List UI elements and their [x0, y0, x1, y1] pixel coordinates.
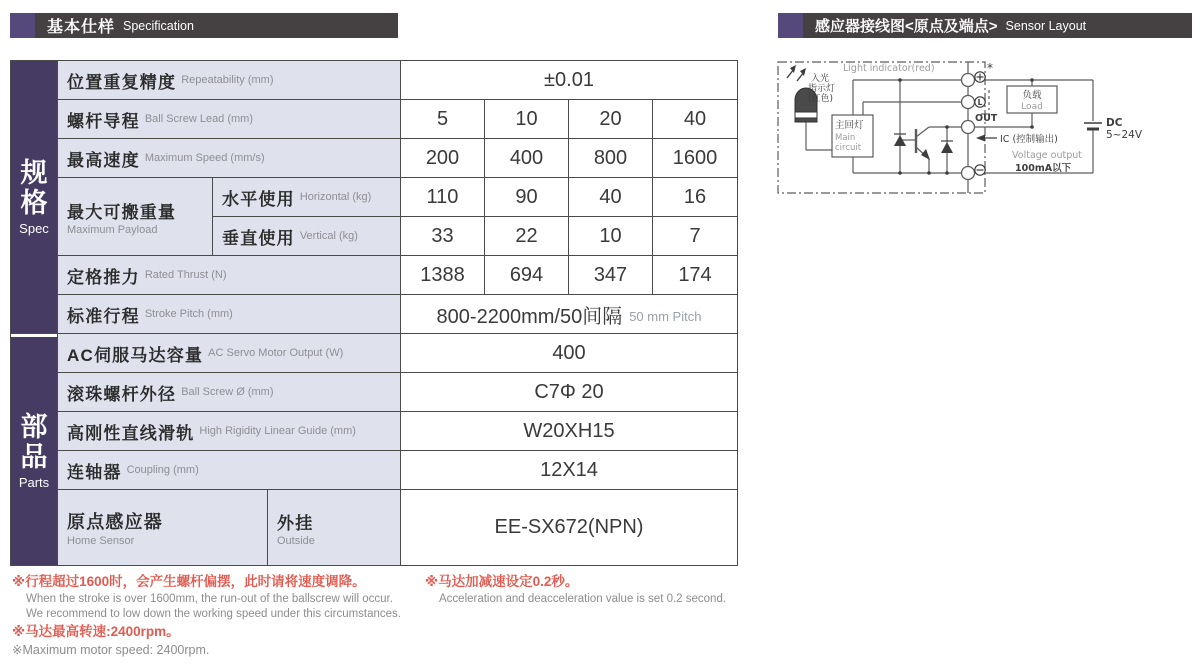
load-label-cn: 负载 — [1022, 90, 1042, 101]
label-cn: AC伺服马达容量 — [67, 345, 204, 365]
value-lead-3: 20 — [569, 100, 652, 138]
label-cn: 最大可搬重量 — [67, 202, 177, 222]
row-label-repeatability — [58, 61, 400, 99]
header-title-en: Specification — [123, 18, 194, 33]
asterisk-label: * — [987, 61, 993, 75]
value-lead-4: 40 — [653, 100, 737, 138]
value-speed-1: 200 — [401, 139, 484, 177]
value-horizontal-2: 90 — [485, 178, 568, 216]
value-speed-3: 800 — [569, 139, 652, 177]
stroke-pitch-note: 50 mm Pitch — [629, 308, 702, 324]
light-ray-arrowheads — [790, 65, 806, 76]
label-en: Horizontal (kg) — [299, 191, 372, 203]
battery-icon — [1084, 123, 1102, 129]
header-title-en: Sensor Layout — [1005, 18, 1087, 33]
label-cn: 最高速度 — [67, 150, 140, 170]
voltage-output-label: Voltage output — [1012, 150, 1082, 161]
label-en: Rated Thrust (N) — [144, 269, 227, 281]
note-motor-en: ※Maximum motor speed: 2400rpm. — [12, 643, 210, 658]
sidebar-parts — [11, 334, 57, 565]
row-label-ball-screw-lead — [58, 100, 400, 138]
sidebar-parts-cn: 部品 — [20, 411, 48, 472]
row-label-linear-guide — [58, 412, 400, 450]
minus-terminal-icon — [962, 167, 975, 180]
header-bar — [803, 13, 1192, 38]
note-stroke-en1: When the stroke is over 1600mm, the run-out of the ballscrew will occur. — [26, 592, 393, 605]
value-vertical-3: 10 — [569, 217, 652, 255]
current-limit-label: 100mA以下 — [1015, 163, 1072, 174]
out-label: OUT — [975, 113, 998, 124]
note-motor-cn: ※马达最高转速:2400rpm。 — [12, 623, 180, 639]
row-label-home-sensor — [58, 490, 267, 565]
label-cn: 位置重复精度 — [67, 72, 177, 92]
purple-accent-square — [778, 13, 803, 38]
header-sensor-layout — [778, 13, 1192, 38]
header-title-cn: 感应器接线图<原点及端点> — [815, 18, 998, 35]
value-vertical-1: 33 — [401, 217, 484, 255]
value-stroke-pitch — [401, 295, 737, 333]
sidebar-spec-en: Spec — [19, 221, 49, 237]
stroke-range: 800-2200mm/50间隔 — [436, 305, 623, 328]
row-label-stroke-pitch — [58, 295, 400, 333]
value-repeatability: ±0.01 — [401, 61, 737, 99]
value-lead-1: 5 — [401, 100, 484, 138]
label-cn: 定格推力 — [67, 267, 140, 287]
row-label-vertical — [213, 217, 400, 255]
main-circuit-label-en-2: circuit — [835, 143, 862, 153]
row-label-outside — [268, 490, 400, 565]
label-en: Vertical (kg) — [299, 230, 358, 242]
led-label-cn-2: 指示灯 — [808, 84, 836, 94]
dc-range-label: 5~24V — [1106, 129, 1143, 141]
value-horizontal-4: 16 — [653, 178, 737, 216]
value-thrust-3: 347 — [569, 256, 652, 294]
plus-terminal-icon — [962, 74, 975, 87]
label-cn: 水平使用 — [222, 189, 295, 209]
label-en: Home Sensor — [67, 535, 135, 547]
out-terminal-icon — [962, 121, 975, 134]
row-label-horizontal — [213, 178, 400, 216]
value-lead-2: 10 — [485, 100, 568, 138]
label-cn: 原点感应器 — [67, 512, 163, 532]
note-stroke-en2: We recommend to low down the working speed under this circumstances. — [26, 607, 401, 620]
footnotes-left — [12, 572, 401, 660]
value-vertical-2: 22 — [485, 217, 568, 255]
value-thrust-2: 694 — [485, 256, 568, 294]
label-cn: 高刚性直线滑轨 — [67, 423, 195, 443]
purple-accent-square — [10, 13, 35, 38]
row-label-rated-thrust — [58, 256, 400, 294]
label-en: AC Servo Motor Output (W) — [208, 347, 344, 359]
note-accel-cn: ※马达加减速设定0.2秒。 — [425, 574, 579, 589]
header-specification — [10, 13, 398, 38]
row-label-ball-screw-diameter — [58, 373, 400, 411]
l-terminal-label: L — [977, 98, 983, 107]
label-en: Stroke Pitch (mm) — [144, 308, 233, 320]
spec-table — [10, 60, 738, 566]
load-label-en: Load — [1021, 102, 1043, 112]
label-en: High Rigidity Linear Guide (mm) — [199, 425, 356, 437]
row-label-coupling — [58, 451, 400, 489]
dc-label: DC — [1106, 117, 1123, 129]
label-en: Maximum Speed (mm/s) — [144, 152, 265, 164]
label-cn: 滚珠螺杆外径 — [67, 384, 177, 404]
sidebar-spec-cn: 规格 — [20, 157, 48, 218]
main-circuit-label-en-1: Main — [835, 133, 856, 143]
footnotes-right — [425, 572, 726, 607]
led-label-cn-1: 入光 — [811, 74, 830, 84]
label-en: Ball Screw Lead (mm) — [144, 113, 254, 125]
value-linear-guide: W20XH15 — [401, 412, 737, 450]
label-cn: 外挂 — [277, 513, 314, 533]
transistor-emitter-arrow-icon — [921, 149, 930, 160]
value-vertical-4: 7 — [653, 217, 737, 255]
value-horizontal-3: 40 — [569, 178, 652, 216]
value-ac-servo-output: 400 — [401, 334, 737, 372]
note-accel-en: Acceleration and deacceleration value is set 0.2 second. — [439, 592, 727, 605]
value-speed-2: 400 — [485, 139, 568, 177]
value-speed-4: 1600 — [653, 139, 737, 177]
main-circuit-label-cn: 主回灯 — [835, 120, 864, 131]
label-cn: 螺杆导程 — [67, 111, 140, 131]
sidebar-spec — [11, 61, 57, 333]
label-cn: 垂直使用 — [222, 228, 295, 248]
led-label-cn-3: (红色) — [808, 94, 834, 104]
sidebar-parts-en: Parts — [18, 475, 50, 491]
row-label-ac-servo-output — [58, 334, 400, 372]
l-terminal-icon — [962, 96, 975, 109]
value-coupling: 12X14 — [401, 451, 737, 489]
sensor-wiring-diagram — [775, 50, 1195, 210]
light-indicator-label: Light indicator(red) — [843, 63, 935, 74]
value-home-sensor: EE-SX672(NPN) — [401, 490, 737, 565]
note-stroke-cn: ※行程超过1600时，会产生螺杆偏摆，此时请将速度调降。 — [12, 574, 366, 589]
zener-diode-icon — [941, 142, 953, 153]
label-en: Coupling (mm) — [126, 464, 199, 476]
label-en: Maximum Payload — [67, 223, 158, 236]
ic-control-output-label: IC (控制输出) — [1000, 134, 1058, 145]
row-label-max-payload — [58, 178, 212, 255]
label-cn: 连轴器 — [67, 462, 122, 482]
header-title-cn: 基本仕样 — [47, 19, 116, 36]
value-ball-screw-diameter: C7Φ 20 — [401, 373, 737, 411]
label-en: Outside — [277, 534, 315, 547]
value-thrust-4: 174 — [653, 256, 737, 294]
label-cn: 标准行程 — [67, 306, 140, 326]
value-thrust-1: 1388 — [401, 256, 484, 294]
label-en: Ball Screw Ø (mm) — [181, 386, 274, 398]
label-en: Repeatability (mm) — [181, 74, 274, 86]
row-label-max-speed — [58, 139, 400, 177]
value-horizontal-1: 110 — [401, 178, 484, 216]
header-bar — [35, 13, 398, 38]
